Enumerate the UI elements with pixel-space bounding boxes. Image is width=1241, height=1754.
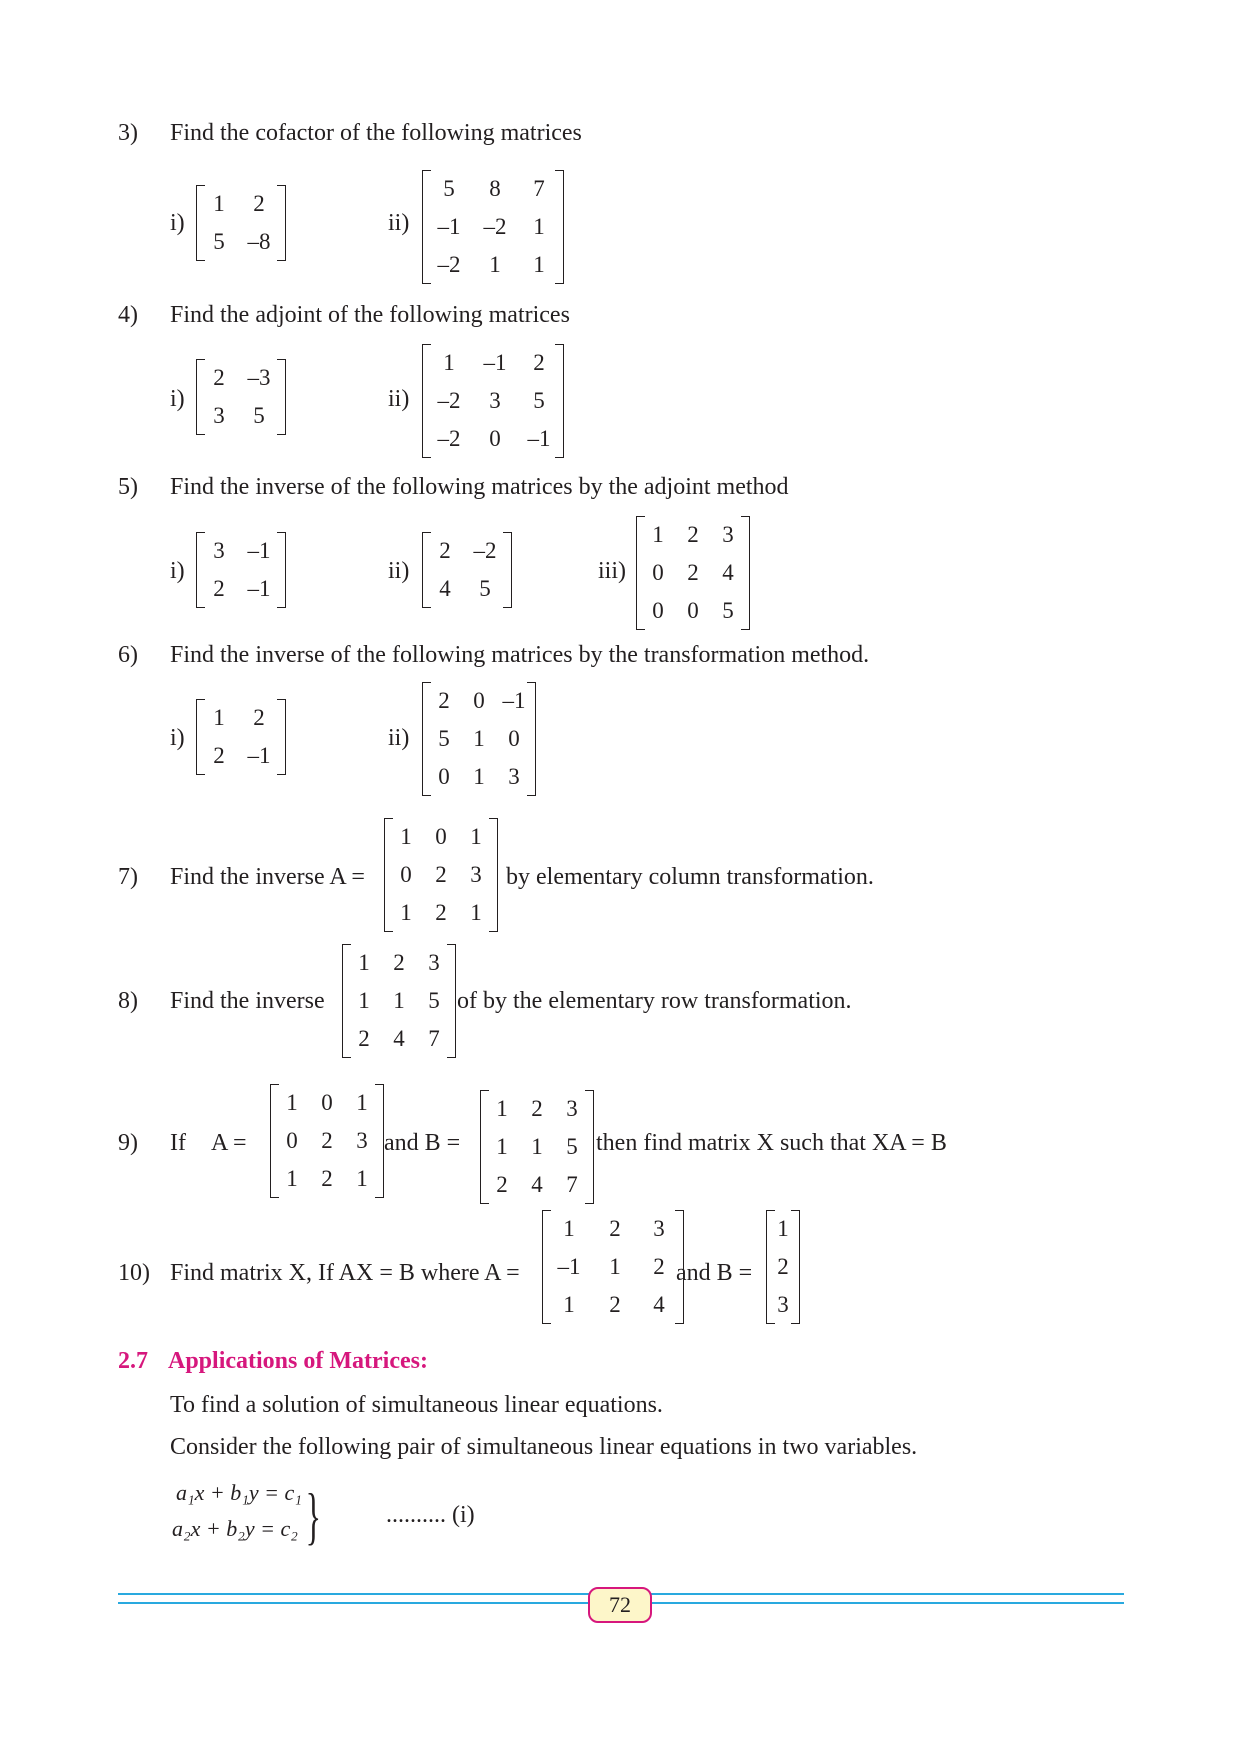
question-number: 9) bbox=[118, 1130, 138, 1156]
matrix-cell: 2 bbox=[438, 688, 450, 713]
matrix-cell: 1 bbox=[489, 252, 501, 277]
matrix-cell: 0 bbox=[652, 598, 664, 623]
matrix-cell: 7 bbox=[533, 176, 545, 201]
matrix-cell: 7 bbox=[428, 1026, 440, 1051]
matrix-cell: 8 bbox=[489, 176, 501, 201]
matrix-cell: 1 bbox=[358, 950, 370, 975]
matrix bbox=[422, 344, 564, 458]
question-text: Find the inverse A = bbox=[170, 864, 365, 890]
matrix-cell: 1 bbox=[473, 726, 485, 751]
matrix-cell: 1 bbox=[400, 900, 412, 925]
matrix-cell: 3 bbox=[653, 1216, 665, 1241]
matrix-cell: 2 bbox=[777, 1254, 789, 1279]
matrix-cell: 5 bbox=[533, 388, 545, 413]
question-text: Find the adjoint of the following matrices bbox=[170, 302, 570, 328]
question-a-label: A = bbox=[211, 1130, 247, 1156]
matrix-cell: 1 bbox=[563, 1216, 575, 1241]
question-and: and B = bbox=[384, 1130, 461, 1156]
matrix-cell: 1 bbox=[496, 1134, 508, 1159]
matrix-cell: 5 bbox=[566, 1134, 578, 1159]
matrix-cell: 1 bbox=[286, 1166, 298, 1191]
matrix-cell: –1 bbox=[483, 350, 507, 375]
matrix-cell: 0 bbox=[489, 426, 501, 451]
matrix-cell: –1 bbox=[437, 214, 461, 239]
matrix-cell: 0 bbox=[321, 1090, 333, 1115]
matrix bbox=[196, 359, 286, 435]
matrix-cell: 7 bbox=[566, 1172, 578, 1197]
matrix-cell: 5 bbox=[479, 576, 491, 601]
matrix-cell: 0 bbox=[286, 1128, 298, 1153]
matrix-cell: –8 bbox=[247, 229, 271, 254]
matrix-cell: 5 bbox=[428, 988, 440, 1013]
equation-reference: .......... (i) bbox=[386, 1502, 475, 1528]
part-label: ii) bbox=[388, 210, 410, 236]
matrix-cell: 1 bbox=[286, 1090, 298, 1115]
question-number: 5) bbox=[118, 474, 138, 500]
question-text-after: by elementary column transformation. bbox=[506, 864, 874, 890]
matrix-cell: 1 bbox=[652, 522, 664, 547]
matrix-cell: 2 bbox=[609, 1292, 621, 1317]
matrix-cell: 1 bbox=[496, 1096, 508, 1121]
question-if: If bbox=[170, 1130, 186, 1156]
matrix-cell: 2 bbox=[687, 560, 699, 585]
matrix-b bbox=[766, 1210, 800, 1324]
matrix-cell: 5 bbox=[213, 229, 225, 254]
matrix-cell: 1 bbox=[213, 705, 225, 730]
matrix-cell: 1 bbox=[393, 988, 405, 1013]
matrix-cell: 2 bbox=[435, 862, 447, 887]
matrix-cell: 1 bbox=[356, 1090, 368, 1115]
matrix-cell: 3 bbox=[566, 1096, 578, 1121]
matrix-cell: 1 bbox=[470, 900, 482, 925]
question-text: Find the cofactor of the following matrices bbox=[170, 120, 582, 146]
question-text: Find matrix X, If AX = B where A = bbox=[170, 1260, 520, 1286]
matrix bbox=[636, 516, 750, 630]
matrix-cell: 2 bbox=[213, 743, 225, 768]
question-text: Find the inverse bbox=[170, 988, 325, 1014]
matrix-cell: 1 bbox=[470, 824, 482, 849]
matrix-cell: –1 bbox=[247, 538, 271, 563]
matrix-cell: 5 bbox=[253, 403, 265, 428]
matrix-cell: 0 bbox=[400, 862, 412, 887]
matrix-a bbox=[270, 1084, 384, 1198]
question-number: 6) bbox=[118, 642, 138, 668]
matrix bbox=[196, 699, 286, 775]
matrix-cell: –1 bbox=[247, 576, 271, 601]
section-title: Applications of Matrices: bbox=[168, 1348, 428, 1374]
matrix-cell: –1 bbox=[527, 426, 551, 451]
matrix-cell: 0 bbox=[438, 764, 450, 789]
part-label: i) bbox=[170, 210, 185, 236]
question-number: 3) bbox=[118, 120, 138, 146]
matrix-cell: –2 bbox=[473, 538, 497, 563]
matrix-cell: 1 bbox=[609, 1254, 621, 1279]
matrix-cell: 1 bbox=[533, 252, 545, 277]
matrix-cell: –3 bbox=[247, 365, 271, 390]
matrix bbox=[422, 682, 536, 796]
matrix-cell: 2 bbox=[653, 1254, 665, 1279]
matrix-cell: 1 bbox=[400, 824, 412, 849]
matrix-cell: –2 bbox=[437, 426, 461, 451]
matrix-cell: 2 bbox=[496, 1172, 508, 1197]
matrix-cell: 4 bbox=[439, 576, 451, 601]
matrix-cell: 2 bbox=[435, 900, 447, 925]
matrix-cell: 3 bbox=[213, 538, 225, 563]
question-number: 4) bbox=[118, 302, 138, 328]
section-paragraph: Consider the following pair of simultaneous linear equations in two variables. bbox=[170, 1434, 918, 1460]
part-label: ii) bbox=[388, 558, 410, 584]
question-text-after: then find matrix X such that XA = B bbox=[596, 1130, 947, 1156]
matrix-cell: 0 bbox=[652, 560, 664, 585]
matrix-cell: 2 bbox=[321, 1166, 333, 1191]
matrix-cell: 3 bbox=[777, 1292, 789, 1317]
section-heading bbox=[118, 1348, 448, 1375]
matrix bbox=[422, 532, 512, 608]
matrix-cell: 4 bbox=[531, 1172, 543, 1197]
matrix-cell: –2 bbox=[483, 214, 507, 239]
matrix-cell: 4 bbox=[393, 1026, 405, 1051]
matrix bbox=[342, 944, 456, 1058]
matrix-a bbox=[384, 818, 498, 932]
section-number: 2.7 bbox=[118, 1348, 148, 1374]
matrix-cell: 1 bbox=[356, 1166, 368, 1191]
equation: a₁x + b₁y = c₁ bbox=[176, 1480, 302, 1505]
matrix-cell: 1 bbox=[777, 1216, 789, 1241]
part-label: ii) bbox=[388, 386, 410, 412]
matrix-cell: 1 bbox=[531, 1134, 543, 1159]
page-number: 72 bbox=[588, 1587, 652, 1623]
question-text-after: of by the elementary row transformation. bbox=[457, 988, 852, 1014]
matrix bbox=[196, 532, 286, 608]
matrix-cell: –1 bbox=[247, 743, 271, 768]
right-brace: } bbox=[305, 1480, 322, 1551]
matrix-cell: 3 bbox=[428, 950, 440, 975]
matrix-cell: 0 bbox=[473, 688, 485, 713]
matrix-cell: 4 bbox=[722, 560, 734, 585]
matrix-cell: –1 bbox=[557, 1254, 581, 1279]
matrix-cell: 1 bbox=[563, 1292, 575, 1317]
matrix-cell: 0 bbox=[687, 598, 699, 623]
matrix-cell: 1 bbox=[533, 214, 545, 239]
question-number: 10) bbox=[118, 1260, 150, 1286]
matrix-cell: –2 bbox=[437, 252, 461, 277]
part-label: i) bbox=[170, 558, 185, 584]
matrix-cell: –1 bbox=[502, 688, 526, 713]
matrix-cell: 2 bbox=[687, 522, 699, 547]
question-number: 7) bbox=[118, 864, 138, 890]
matrix-cell: 1 bbox=[443, 350, 455, 375]
matrix-cell: 1 bbox=[213, 191, 225, 216]
matrix-cell: 5 bbox=[722, 598, 734, 623]
matrix-cell: –2 bbox=[437, 388, 461, 413]
part-label: i) bbox=[170, 386, 185, 412]
matrix-cell: 1 bbox=[358, 988, 370, 1013]
matrix-cell: 1 bbox=[473, 764, 485, 789]
matrix-cell: 2 bbox=[321, 1128, 333, 1153]
matrix-cell: 5 bbox=[438, 726, 450, 751]
matrix-cell: 2 bbox=[253, 705, 265, 730]
matrix bbox=[196, 185, 286, 261]
part-label: ii) bbox=[388, 725, 410, 751]
matrix-a bbox=[542, 1210, 684, 1324]
matrix-cell: 2 bbox=[253, 191, 265, 216]
matrix-cell: 2 bbox=[439, 538, 451, 563]
matrix-cell: 3 bbox=[722, 522, 734, 547]
matrix-cell: 3 bbox=[470, 862, 482, 887]
matrix-cell: 2 bbox=[213, 576, 225, 601]
question-number: 8) bbox=[118, 988, 138, 1014]
matrix-cell: 3 bbox=[213, 403, 225, 428]
matrix-b bbox=[480, 1090, 594, 1204]
part-label: iii) bbox=[598, 558, 626, 584]
matrix-cell: 3 bbox=[356, 1128, 368, 1153]
matrix bbox=[422, 170, 564, 284]
matrix-cell: 3 bbox=[508, 764, 520, 789]
question-text: Find the inverse of the following matrices by the adjoint method bbox=[170, 474, 789, 500]
question-text: Find the inverse of the following matrices by the transformation method. bbox=[170, 642, 870, 668]
matrix-cell: 3 bbox=[489, 388, 501, 413]
matrix-cell: 2 bbox=[609, 1216, 621, 1241]
matrix-cell: 2 bbox=[533, 350, 545, 375]
matrix-cell: 2 bbox=[358, 1026, 370, 1051]
equation: a₂x + b₂y = c₂ bbox=[172, 1516, 298, 1541]
matrix-cell: 5 bbox=[443, 176, 455, 201]
matrix-cell: 2 bbox=[393, 950, 405, 975]
matrix-cell: 0 bbox=[508, 726, 520, 751]
matrix-cell: 0 bbox=[435, 824, 447, 849]
matrix-cell: 2 bbox=[531, 1096, 543, 1121]
section-paragraph: To find a solution of simultaneous linear equations. bbox=[170, 1392, 663, 1418]
part-label: i) bbox=[170, 725, 185, 751]
matrix-cell: 4 bbox=[653, 1292, 665, 1317]
question-and: and B = bbox=[676, 1260, 753, 1286]
matrix-cell: 2 bbox=[213, 365, 225, 390]
